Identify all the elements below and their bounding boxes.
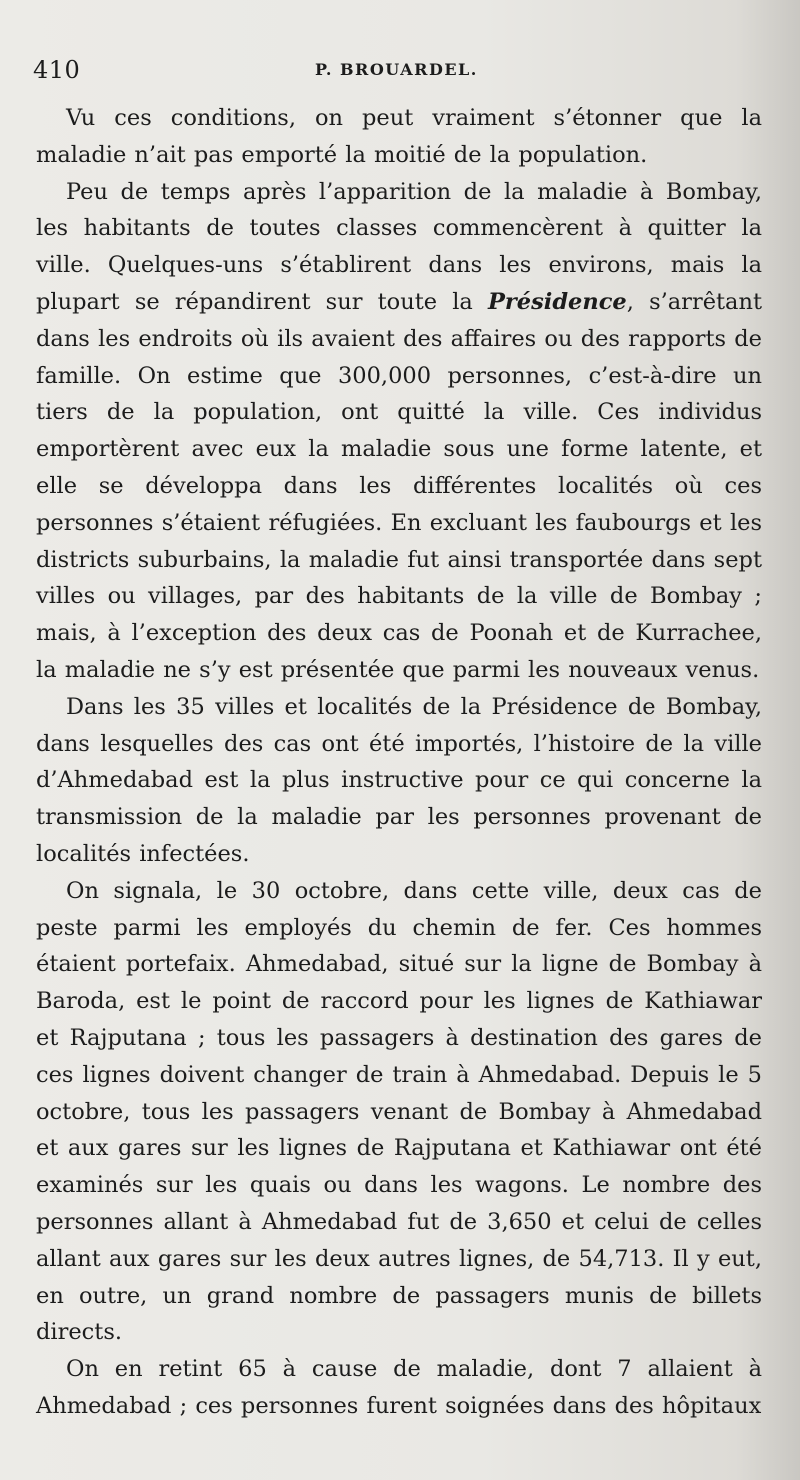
presidence-emphasis: Présidence — [488, 288, 627, 315]
paragraph-2-part-a: Peu de temps après l’apparition de la maladie à Bombay, les habitants de toutes classes commencèrent à quitter la ville. Quelques-uns s’établirent dans les environs, mais la plupart se répandirent sur toute la — [36, 178, 762, 315]
page-number: 410 — [33, 56, 81, 84]
paragraph-1: Vu ces conditions, on peut vraiment s’étonner que la maladie n’ait pas emporté la moitié de la population. — [36, 105, 762, 168]
paragraph-2-part-b: , s’arrêtant dans les endroits où ils avaient des affaires ou des rapports de famille. On estime que 300,000 personnes, c’est-à-dire un tiers de la population, ont quitté la ville. Ces individus emportèrent avec eux la maladie sous une forme latente, et elle se développa dans les différentes localités où ces personnes s’étaient réfugiées. En excluant les faubourgs et les districts suburbains, la maladie fut ainsi transportée dans sept villes ou villages, par des habitants de la ville de Bombay ; mais, à l’exception des deux cas de Poonah et de Kurrachee, la maladie ne s’y est présentée que parmi les nouveaux venus. — [36, 288, 763, 683]
paragraph-3: Dans les 35 villes et localités de la Présidence de Bombay, dans lesquelles des cas ont été importés, l’histoire de la ville d’Ahmedabad est la plus instructive pour ce qui concerne la transmission de la maladie par les personnes provenant de localités infectées. — [36, 693, 762, 867]
body-text — [36, 100, 762, 1425]
page-header — [33, 56, 760, 90]
running-head: P. BROUARDEL. — [315, 60, 478, 79]
paragraph-5: On en retint 65 à cause de maladie, dont 7 allaient à Ahmedabad ; ces personnes furent soignées dans des hôpitaux — [36, 1356, 762, 1419]
paragraph-2 — [36, 174, 762, 689]
paragraph-4: On signala, le 30 octobre, dans cette ville, deux cas de peste parmi les employés du chemin de fer. Ces hommes étaient portefaix. Ahmedabad, situé sur la ligne de Bombay à Baroda, est le point de raccord pour les lignes de Kathiawar et Rajputana ; tous les passagers à destination des gares de ces lignes doivent changer de train à Ahmedabad. Depuis le 5 octobre, tous les passagers venant de Bombay à Ahmedabad et aux gares sur les lignes de Rajputana et Kathiawar ont été examinés sur les quais ou dans les wagons. Le nombre des personnes allant à Ahmedabad fut de 3,650 et celui de celles allant aux gares sur les deux autres lignes, de 54,713. Il y eut, en outre, un grand nombre de passagers munis de billets directs. — [36, 877, 762, 1346]
